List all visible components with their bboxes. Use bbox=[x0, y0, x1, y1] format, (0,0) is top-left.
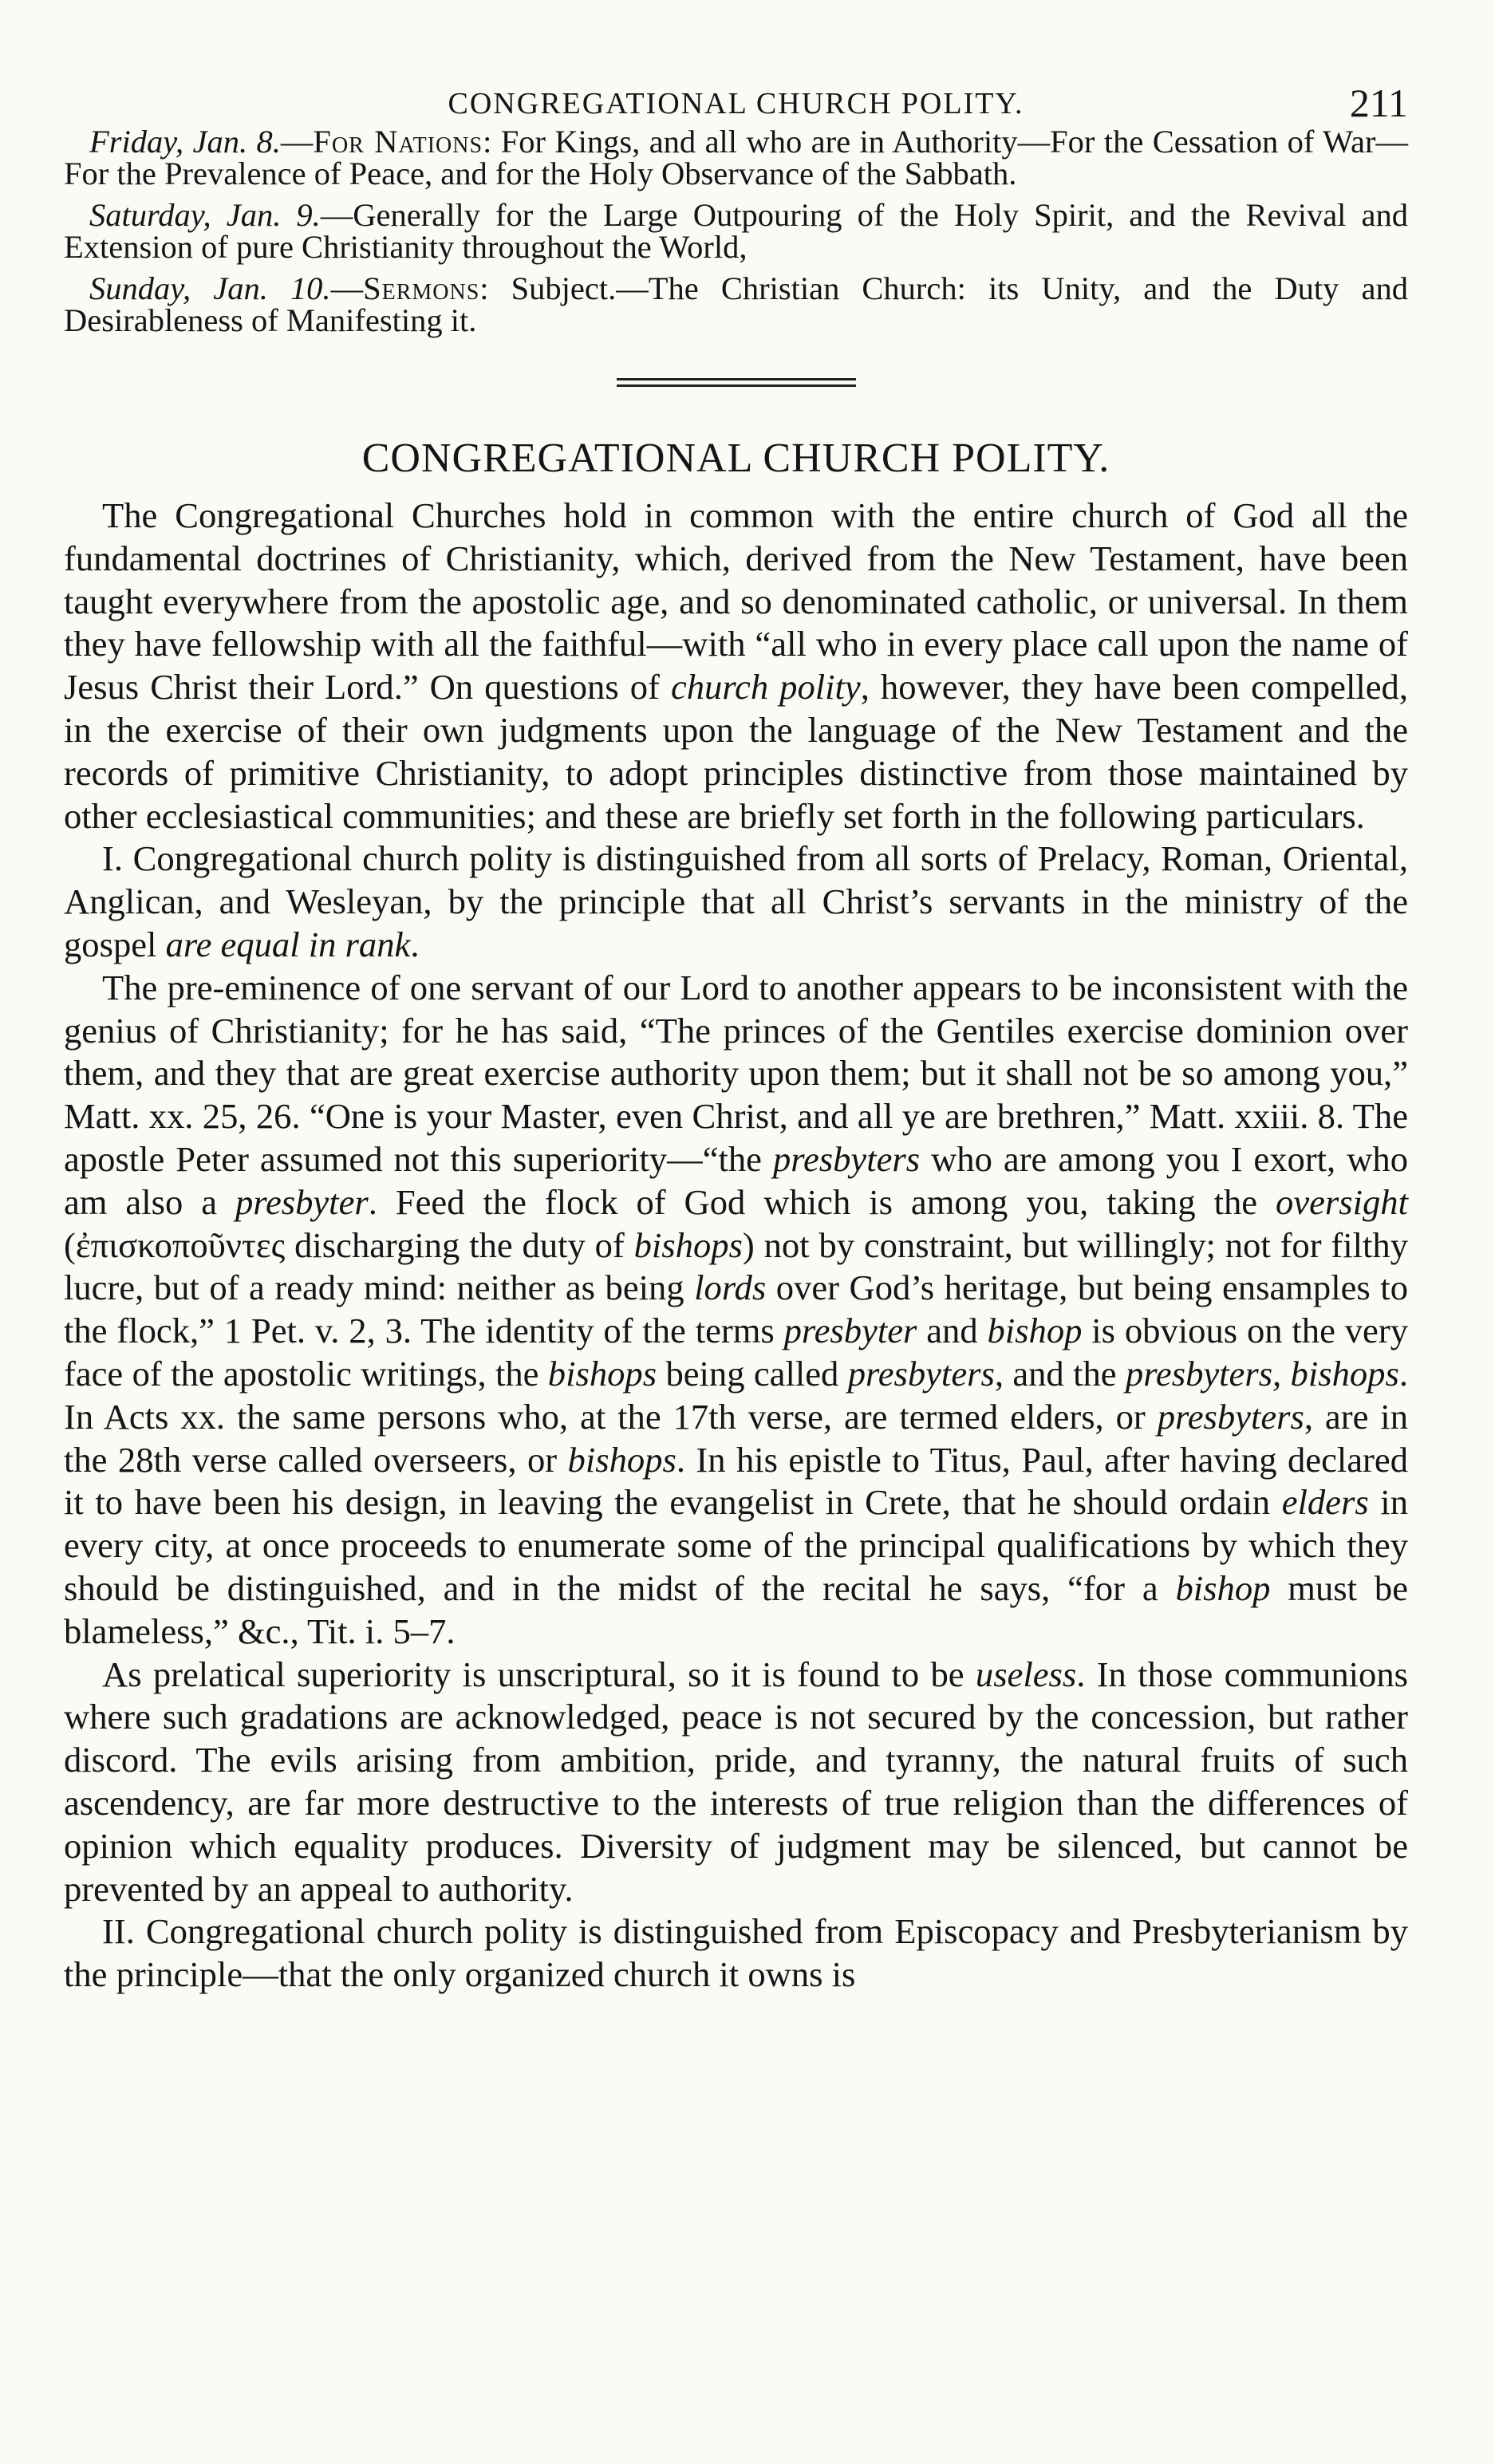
italic-run: bishops bbox=[547, 1353, 657, 1394]
text-run: in every city, at once proceeds to enumerate some of the principal qualifications by which they should be distinguished, and in the midst of the recital he says, “for a bbox=[64, 1482, 1408, 1608]
italic-run: elders bbox=[1281, 1482, 1369, 1523]
schedule-lead: Sermons bbox=[363, 270, 480, 306]
italic-run: presbyter bbox=[235, 1181, 369, 1222]
text-run: , however, they have been compelled, in the exercise of their own judgments upon the language of the New Testament and the records of primitive Christianity, to adopt principles distinctive from those maintained by other ecclesiastical communities; and these are briefly set forth in the following particulars. bbox=[64, 667, 1408, 836]
text-run: II. Congregational church polity is distinguished from Episcopacy and Presbyterianism by the principle—that the only organized church it owns is bbox=[64, 1911, 1408, 1995]
text-run: . bbox=[410, 924, 420, 964]
text-run: (ἐπισκοποῦντες discharging the duty of bbox=[64, 1224, 634, 1265]
text-run: ) not by constraint, but willingly; not for filthy lucre, but of a ready mind: neither as being bbox=[64, 1224, 1409, 1308]
prayer-schedule bbox=[64, 126, 1408, 337]
schedule-day: Friday, Jan. 8. bbox=[89, 124, 281, 160]
schedule-day: Saturday, Jan. 9. bbox=[89, 197, 321, 233]
text-run: who are among you I exort, who am also a bbox=[64, 1138, 1408, 1222]
text-run: must be blameless,” &c., Tit. i. 5–7. bbox=[64, 1567, 1408, 1651]
text-run: and bbox=[917, 1311, 988, 1351]
italic-run: presbyters bbox=[1157, 1396, 1304, 1437]
section-divider bbox=[617, 378, 856, 387]
paragraph bbox=[64, 1910, 1408, 1997]
italic-run: oversight bbox=[1276, 1181, 1408, 1222]
italic-run: are equal in rank bbox=[165, 924, 411, 964]
italic-run: lords bbox=[694, 1267, 767, 1308]
divider-line bbox=[617, 384, 856, 387]
schedule-lead: For Nations bbox=[313, 124, 483, 160]
schedule-text: : Subject.—The Christian Church: its Unity, and the Duty and Desirableness of Manifesting it. bbox=[64, 270, 1408, 338]
text-run: , and the bbox=[994, 1353, 1126, 1394]
italic-run: presbyters, bishops bbox=[1125, 1353, 1399, 1394]
italic-run: bishop bbox=[1175, 1567, 1271, 1608]
text-run: As prelatical superiority is unscriptural, so it is found to be bbox=[102, 1654, 976, 1694]
paragraph bbox=[64, 495, 1408, 838]
schedule-day: Sunday, Jan. 10. bbox=[89, 270, 331, 306]
text-run: , are in the 28th verse called overseers, or bbox=[64, 1396, 1408, 1480]
running-title: CONGREGATIONAL CHURCH POLITY. bbox=[448, 87, 1024, 120]
italic-run: bishops bbox=[567, 1439, 676, 1480]
text-run: over God’s heritage, but being ensamples to the flock,” 1 Pet. v. 2, 3. The identity of the terms bbox=[64, 1267, 1408, 1351]
page-number: 211 bbox=[1349, 81, 1408, 125]
paragraph bbox=[64, 838, 1408, 966]
schedule-entry: Saturday, Jan. 9.—Generally for the Large Outpouring of the Holy Spirit, and the Revival and Extension of pure Christianity throughout the World, bbox=[64, 197, 1408, 265]
italic-run: presbyters bbox=[772, 1138, 921, 1179]
paragraph bbox=[64, 1654, 1408, 1911]
text-run: being called bbox=[657, 1353, 848, 1394]
italic-run: useless bbox=[975, 1654, 1077, 1694]
article-body bbox=[64, 495, 1408, 1997]
text-run: The Congregational Churches hold in common with the entire church of God all the fundamental doctrines of Christianity, which, derived from the New Testament, have been taught everywhere from the apostolic age, and so denominated catholic, or universal. In them they have fellowship with all the faithful—with “all who in every place call upon the name of Jesus Christ their Lord.” On questions of bbox=[64, 495, 1408, 708]
text-run: . In those communions where such gradations are acknowledged, peace is not secured by the concession, but rather discord. The evils arising from ambition, pride, and tyranny, the natural fruits of such ascendency, are far more destructive to the interests of true religion than the differences of opinion which equality produces. Diversity of judgment may be silenced, but cannot be prevented by an appeal to authority. bbox=[64, 1654, 1408, 1909]
italic-run: church polity bbox=[670, 667, 861, 708]
schedule-text: : For Kings, and all who are in Authority—For the Cessation of War—For the Prevalence of Peace, and for the Holy Observance of the Sabbath. bbox=[64, 124, 1408, 191]
text-run: . In his epistle to Titus, Paul, after having declared it to have been his design, in leaving the evangelist in Crete, that he should ordain bbox=[64, 1439, 1408, 1523]
text-run: The pre-eminence of one servant of our Lord to another appears to be inconsistent with the genius of Christianity; for he has said, “The princes of the Gentiles exercise dominion over them, and they that are great exercise authority upon them; but it shall not be so among you,” Matt. xx. 25, 26. “One is your Master, even Christ, and all ye are brethren,” Matt. xxiii. 8. The apostle Peter assumed not this superiority—“the bbox=[64, 967, 1408, 1179]
italic-run: presbyters bbox=[847, 1353, 995, 1394]
divider-line bbox=[617, 378, 856, 380]
italic-run: bishop bbox=[987, 1311, 1083, 1351]
text-run: . Feed the flock of God which is among you, taking the bbox=[368, 1181, 1276, 1222]
page bbox=[64, 70, 1408, 1997]
paragraph bbox=[64, 967, 1408, 1654]
schedule-text: Generally for the Large Outpouring of the Holy Spirit, and the Revival and Extension of pure Christianity throughout the World, bbox=[64, 197, 1408, 265]
italic-run: bishops bbox=[633, 1224, 743, 1265]
italic-run: presbyter bbox=[783, 1311, 917, 1351]
text-run: . In Acts xx. the same persons who, at the 17th verse, are termed elders, or bbox=[64, 1353, 1408, 1437]
article-title: CONGREGATIONAL CHURCH POLITY. bbox=[361, 436, 1110, 481]
schedule-entry: Sunday, Jan. 10.—Sermons: Subject.—The Christian Church: its Unity, and the Duty and Desirableness of Manifesting it. bbox=[64, 270, 1408, 338]
text-run: I. Congregational church polity is distinguished from all sorts of Prelacy, Roman, Oriental, Anglican, and Wesleyan, by the principle that all Christ’s servants in the ministry of the gospel bbox=[64, 838, 1408, 964]
page-header bbox=[64, 70, 1408, 126]
schedule-entry: Friday, Jan. 8.—For Nations: For Kings, and all who are in Authority—For the Cessation of War—For the Prevalence of Peace, and for the Holy Observance of the Sabbath. bbox=[64, 124, 1408, 191]
text-run: is obvious on the very face of the apostolic writings, the bbox=[64, 1311, 1408, 1394]
